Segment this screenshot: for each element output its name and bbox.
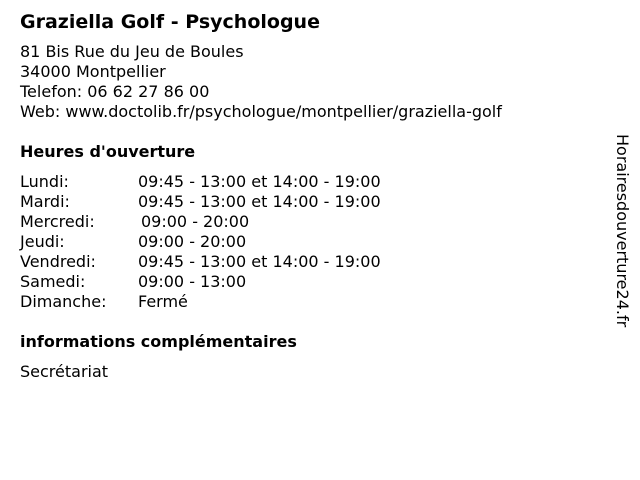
hours-row-vendredi xyxy=(20,252,600,272)
hours-day: Mardi: xyxy=(20,192,70,211)
hours-row-lundi xyxy=(20,172,600,192)
info-heading: informations complémentaires xyxy=(20,332,297,351)
hours-row-jeudi xyxy=(20,232,600,252)
hours-time: 09:00 - 20:00 xyxy=(138,232,247,251)
site-watermark: Horairesdouverture24.fr xyxy=(613,134,632,328)
contact-block xyxy=(20,42,600,122)
hours-day: Dimanche: xyxy=(20,292,107,311)
address-line-1: 81 Bis Rue du Jeu de Boules xyxy=(20,42,244,61)
hours-time: 09:00 - 20:00 xyxy=(141,212,250,231)
hours-row-samedi xyxy=(20,272,600,292)
hours-table xyxy=(20,172,600,312)
hours-row-mardi xyxy=(20,192,600,212)
business-card xyxy=(20,10,600,382)
hours-time: Fermé xyxy=(138,292,188,311)
hours-time: 09:45 - 13:00 et 14:00 - 19:00 xyxy=(138,192,381,211)
hours-row-mercredi xyxy=(20,212,600,232)
address-line-2: 34000 Montpellier xyxy=(20,62,166,81)
hours-time: 09:45 - 13:00 et 14:00 - 19:00 xyxy=(138,252,381,271)
hours-day: Samedi: xyxy=(20,272,86,291)
hours-time: 09:45 - 13:00 et 14:00 - 19:00 xyxy=(138,172,381,191)
hours-time: 09:00 - 13:00 xyxy=(138,272,247,291)
phone-line: Telefon: 06 62 27 86 00 xyxy=(20,82,210,101)
hours-day: Mercredi: xyxy=(20,212,95,231)
hours-day: Vendredi: xyxy=(20,252,96,271)
business-title: Graziella Golf - Psychologue xyxy=(20,11,320,33)
hours-day: Jeudi: xyxy=(20,232,65,251)
hours-heading: Heures d'ouverture xyxy=(20,142,196,161)
web-line: Web: www.doctolib.fr/psychologue/montpellier/graziella-golf xyxy=(20,102,502,121)
info-text: Secrétariat xyxy=(20,362,109,381)
hours-row-dimanche xyxy=(20,292,600,312)
hours-day: Lundi: xyxy=(20,172,69,191)
